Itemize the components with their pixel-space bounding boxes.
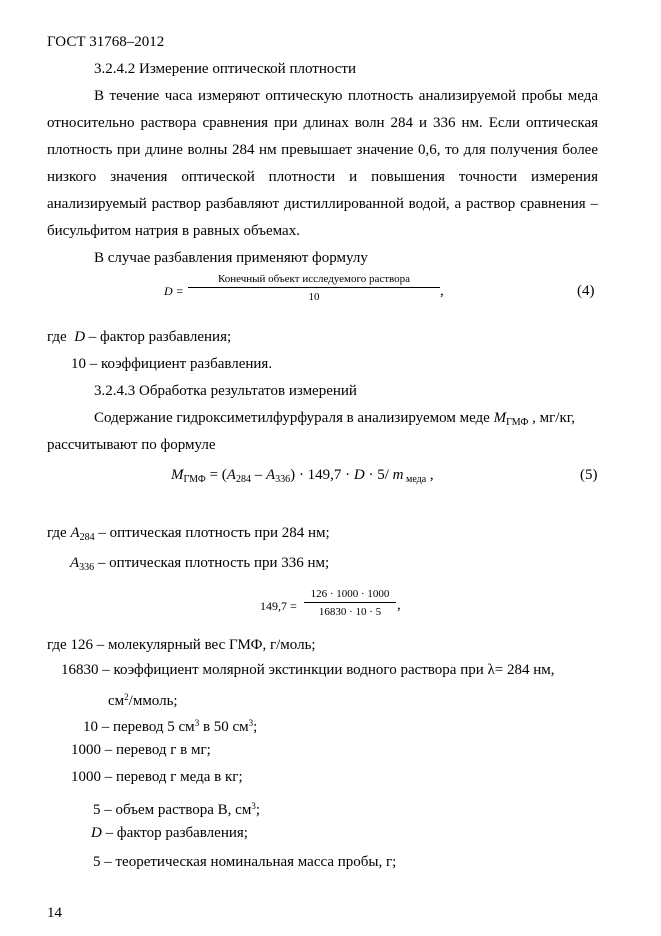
formula4-denominator: 10 bbox=[308, 291, 320, 303]
text-span: · 5/ bbox=[364, 467, 393, 483]
formula4-numerator: Конечный объект исследуемого раствора bbox=[188, 272, 440, 288]
paragraph-line: относительно раствора сравнения при длинах волн 284 и 336 нм. Если оптическая bbox=[47, 115, 598, 131]
section-heading-3-2-4-3: 3.2.4.3 Обработка результатов измерений bbox=[94, 383, 357, 399]
page-number: 14 bbox=[47, 905, 62, 921]
formula4-lhs: D = bbox=[164, 284, 184, 298]
superscript: 3 bbox=[194, 718, 200, 728]
paragraph-line: низкого значения оптической плотности и повышения точности измерения bbox=[47, 169, 598, 185]
paragraph-line: плотность при длине волны 284 нм превышает значение 0,6, то для получения более bbox=[47, 142, 598, 158]
symbol-A: A bbox=[265, 467, 276, 483]
where-A336-line bbox=[70, 554, 329, 577]
formula5 bbox=[171, 466, 434, 489]
symbol-M: M bbox=[493, 410, 507, 426]
text-span: – оптическая плотность при 336 нм; bbox=[94, 555, 330, 571]
subscript: меда bbox=[403, 474, 427, 485]
text-span: 10 – перевод 5 см bbox=[83, 719, 195, 735]
subscript: ГМФ bbox=[506, 417, 529, 428]
text-span: ; bbox=[255, 802, 260, 818]
text-span: = ( bbox=[205, 467, 227, 483]
def-1000-kg: 1000 – перевод г меда в кг; bbox=[71, 769, 243, 785]
where-10-line: 10 – коэффициент разбавления. bbox=[71, 356, 273, 372]
text-span: в 50 см bbox=[199, 719, 249, 735]
symbol-D: D bbox=[91, 825, 102, 841]
def-10 bbox=[83, 714, 257, 736]
text-span: , мг/кг, bbox=[528, 410, 575, 426]
text-span: – оптическая плотность при 284 нм; bbox=[94, 525, 330, 541]
superscript: 3 bbox=[251, 801, 256, 811]
text-span: /ммоль; bbox=[128, 693, 178, 709]
formula6-numerator: 126 · 1000 · 1000 bbox=[304, 587, 396, 603]
formula4-number: (4) bbox=[577, 283, 595, 299]
symbol-A: A bbox=[70, 525, 80, 541]
def-1000-mg: 1000 – перевод г в мг; bbox=[71, 742, 211, 758]
text-span: см bbox=[108, 693, 125, 709]
def-16830: 16830 – коэффициент молярной экстинкции водного раствора при λ= 284 нм, bbox=[61, 662, 555, 678]
def-126: где 126 – молекулярный вес ГМФ, г/моль; bbox=[47, 637, 316, 653]
subscript: 284 bbox=[79, 532, 95, 543]
text-span: , bbox=[426, 467, 434, 483]
superscript: 2 bbox=[124, 692, 129, 702]
def-16830-units bbox=[108, 688, 178, 710]
text-span: ) · 149,7 · bbox=[290, 467, 354, 483]
formula5-number: (5) bbox=[580, 467, 598, 483]
formula6-comma: , bbox=[397, 597, 401, 613]
formula6-fraction bbox=[304, 587, 396, 619]
where-A284-line bbox=[47, 524, 330, 547]
superscript: 3 bbox=[248, 718, 254, 728]
formula6-lhs: 149,7 = bbox=[260, 599, 297, 613]
symbol-A: A bbox=[226, 467, 236, 483]
subscript: 336 bbox=[275, 474, 291, 485]
symbol-D: D bbox=[353, 467, 365, 483]
paragraph-line: анализируемый раствор разбавляют дистиллированной водой, а раствор сравнения – bbox=[47, 196, 598, 212]
text-span: – bbox=[250, 467, 266, 483]
text-span: ; bbox=[253, 719, 258, 735]
subscript: 284 bbox=[235, 474, 251, 485]
hmf-paragraph-line2: рассчитывают по формуле bbox=[47, 437, 216, 453]
where-lead: где bbox=[47, 525, 71, 541]
paragraph-line: бисульфитом натрия в равных объемах. bbox=[47, 223, 300, 239]
subscript: 336 bbox=[79, 562, 95, 573]
where-D-text: – фактор разбавления; bbox=[85, 329, 232, 345]
symbol-A: A bbox=[70, 555, 80, 571]
symbol-m: m bbox=[392, 467, 404, 483]
symbol-D: D bbox=[74, 329, 86, 345]
hmf-paragraph-line1 bbox=[94, 409, 575, 432]
document-header: ГОСТ 31768–2012 bbox=[47, 34, 165, 50]
dilution-intro: В случае разбавления применяют формулу bbox=[94, 250, 368, 266]
formula4-fraction bbox=[188, 272, 440, 304]
text-span: Содержание гидроксиметилфурфураля в анализируемом меде bbox=[94, 410, 494, 426]
where-D-line bbox=[47, 328, 231, 346]
paragraph-line: В течение часа измеряют оптическую плотность анализируемой пробы меда bbox=[94, 88, 598, 104]
section-heading-3-2-4-2: 3.2.4.2 Измерение оптической плотности bbox=[94, 61, 356, 77]
where-lead: где bbox=[47, 329, 67, 345]
symbol-M: M bbox=[171, 467, 184, 483]
formula4-comma: , bbox=[440, 283, 444, 299]
subscript: ГМФ bbox=[183, 474, 206, 485]
text-span: 5 – объем раствора В, см bbox=[93, 802, 252, 818]
formula6-denominator: 16830 · 10 · 5 bbox=[318, 606, 382, 618]
def-5-volume bbox=[93, 797, 260, 819]
text-span: – фактор разбавления; bbox=[101, 825, 248, 841]
def-5-mass: 5 – теоретическая номинальная масса пробы, г; bbox=[93, 854, 397, 870]
def-D bbox=[91, 824, 248, 842]
